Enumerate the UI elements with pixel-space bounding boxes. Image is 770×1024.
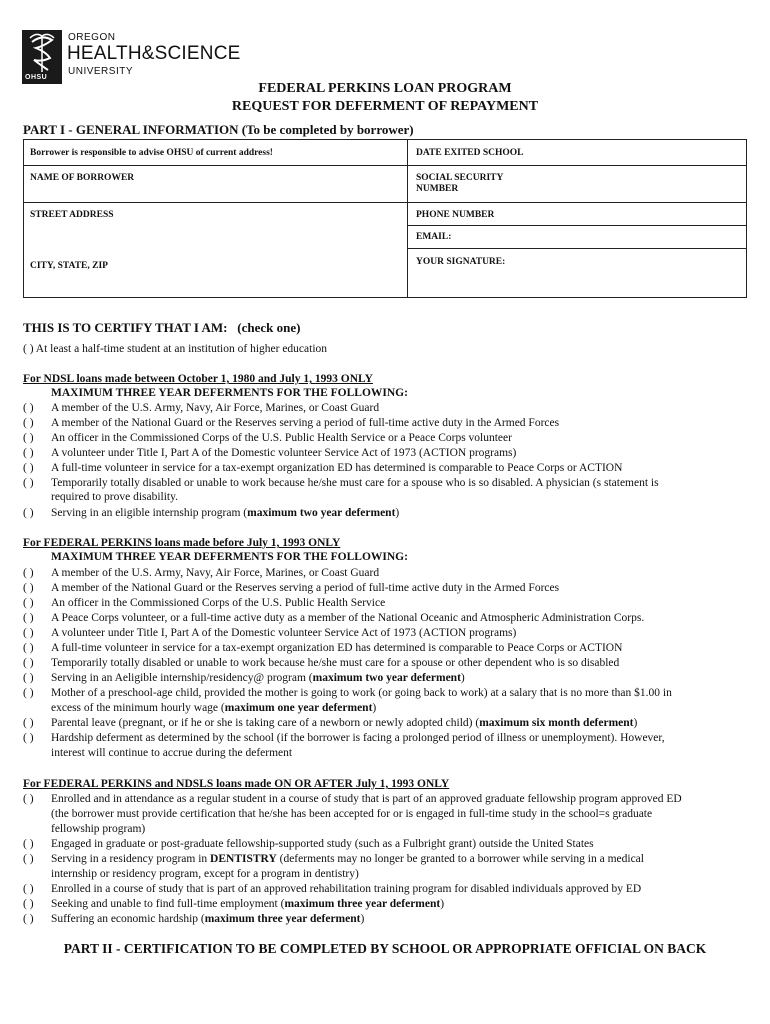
email-field[interactable]: EMAIL: [416, 232, 452, 242]
ndsl-option-military: A member of the U.S. Army, Navy, Air Force, Marines, or Coast Guard [51, 402, 380, 414]
ohsu-logo [22, 30, 246, 86]
checkbox-paren[interactable]: ( ) [23, 687, 34, 699]
after-option-graduate-fellowship-cont: fellowship program) [51, 823, 146, 835]
after-option-rehabilitation: Enrolled in a course of study that is part of an approved rehabilitation training program for disabled individuals approved by ED [51, 883, 642, 895]
option-text: ) [460, 672, 465, 684]
perkins-option-tax-exempt: A full-time volunteer in service for a tax-exempt organization ED has determined is comparable to Peace Corps or ACTION [51, 642, 623, 654]
deferment-limit: maximum six month deferment [479, 717, 634, 729]
dentistry-emphasis: DENTISTRY [210, 853, 277, 865]
certify-heading-text: THIS IS TO CERTIFY THAT I AM: [23, 320, 228, 335]
city-state-zip-field[interactable]: CITY, STATE, ZIP [30, 261, 108, 271]
checkbox-paren[interactable]: ( ) [23, 672, 34, 684]
logo-badge-text: OHSU [25, 74, 48, 81]
form-divider [407, 140, 408, 297]
perkins-subheading: MAXIMUM THREE YEAR DEFERMENTS FOR THE FOLLOWING: [51, 551, 408, 563]
perkins-option-military: A member of the U.S. Army, Navy, Air Force, Marines, or Coast Guard [51, 567, 380, 579]
logo-line-oregon: OREGON [68, 32, 116, 43]
perkins-option-action-volunteer: A volunteer under Title I, Part A of the Domestic volunteer Service Act of 1973 (ACTION programs) [51, 627, 517, 639]
after-option-unemployment [51, 897, 444, 911]
form-divider [24, 202, 746, 203]
document-title: FEDERAL PERKINS LOAN PROGRAM [258, 81, 512, 96]
ssn-label-line1: SOCIAL SECURITY [416, 173, 504, 183]
part1-heading: PART I - GENERAL INFORMATION (To be completed by borrower) [23, 122, 414, 137]
option-text: Suffering an economic hardship ( [51, 913, 205, 925]
option-text: Serving in a residency program in [51, 853, 211, 865]
option-text: excess of the minimum hourly wage ( [51, 702, 225, 714]
ndsl-option-disabled-cont: required to prove disability. [51, 491, 178, 503]
checkbox-paren[interactable]: ( ) [23, 913, 34, 925]
after-option-dentistry [51, 852, 644, 866]
option-text: ) [440, 898, 445, 910]
perkins-option-public-health: An officer in the Commissioned Corps of the U.S. Public Health Service [51, 597, 386, 609]
option-text: ) [372, 702, 377, 714]
deferment-limit: maximum two year deferment [247, 507, 396, 519]
document-subtitle: REQUEST FOR DEFERMENT OF REPAYMENT [231, 99, 539, 114]
form-divider [407, 248, 746, 249]
checkbox-paren[interactable]: ( ) [23, 717, 34, 729]
checkbox-paren[interactable]: ( ) [23, 838, 34, 850]
ndsl-option-public-health: An officer in the Commissioned Corps of the U.S. Public Health Service or a Peace Corps volunteer [51, 432, 512, 444]
checkbox-paren[interactable]: ( ) [23, 853, 34, 865]
ndsl-option-internship [51, 506, 399, 520]
checkbox-paren[interactable]: ( ) [23, 597, 34, 609]
checkbox-paren[interactable]: ( ) [23, 432, 34, 444]
checkbox-paren[interactable]: ( ) [23, 462, 34, 474]
ssn-field[interactable] [416, 173, 503, 195]
advise-note: Borrower is responsible to advise OHSU of current address! [30, 148, 273, 158]
certify-heading [23, 320, 300, 336]
borrower-name-field[interactable]: NAME OF BORROWER [30, 173, 135, 183]
checkbox-paren[interactable]: ( ) [23, 477, 34, 489]
after-option-dentistry-cont: internship or residency program, except for a program in dentistry) [51, 868, 359, 880]
logo-line-university: UNIVERSITY [68, 66, 134, 77]
ndsl-subheading: MAXIMUM THREE YEAR DEFERMENTS FOR THE FOLLOWING: [51, 387, 408, 399]
ssn-label-line2: NUMBER [416, 184, 459, 194]
after-option-graduate-fellowship-cont: (the borrower must provide certification that he/she has been accepted for or is engaged in full-time study in the school=s graduate [51, 808, 653, 820]
perkins-option-residency [51, 671, 465, 685]
checkbox-paren[interactable]: ( ) [23, 417, 34, 429]
after-option-economic-hardship [51, 912, 364, 926]
perkins-option-hardship-cont: interest will continue to accrue during the deferment [51, 747, 293, 759]
logo-line-health-science: HEALTH&SCIENCE [67, 43, 241, 64]
option-text: ) [395, 507, 400, 519]
perkins-option-parental-leave [51, 716, 637, 730]
perkins-option-disabled: Temporarily totally disabled or unable to work because he/she must care for a spouse or other dependent who is so disabled [51, 657, 620, 669]
checkbox-paren[interactable]: ( ) [23, 732, 34, 744]
option-text: Serving in an eligible internship program ( [51, 507, 248, 519]
after-1993-section-heading: For FEDERAL PERKINS and NDSLS loans made ON OR AFTER July 1, 1993 ONLY [23, 778, 450, 790]
ndsl-option-tax-exempt: A full-time volunteer in service for a tax-exempt organization ED has determined is comparable to Peace Corps or ACTION [51, 462, 623, 474]
ndsl-option-disabled: Temporarily totally disabled or unable to work because he/she must care for a spouse who is so disabled. A physician (s statement is [51, 477, 659, 489]
part2-heading: PART II - CERTIFICATION TO BE COMPLETED BY SCHOOL OR APPROPRIATE OFFICIAL ON BACK [63, 941, 707, 956]
caduceus-logo-icon [22, 30, 62, 84]
checkbox-paren[interactable]: ( ) [23, 627, 34, 639]
signature-field[interactable]: YOUR SIGNATURE: [416, 257, 506, 267]
perkins-option-peace-corps: A Peace Corps volunteer, or a full-time active duty as a member of the National Oceanic and Atmospheric Administration Corps. [51, 612, 645, 624]
deferment-limit: maximum three year deferment [284, 898, 441, 910]
option-text: Seeking and unable to find full-time employment ( [51, 898, 285, 910]
option-text: Parental leave (pregnant, or if he or she is taking care of a newborn or newly adopted child) ( [51, 717, 480, 729]
checkbox-paren[interactable]: ( ) [23, 657, 34, 669]
option-text: ) [633, 717, 638, 729]
ndsl-section-heading: For NDSL loans made between October 1, 1980 and July 1, 1993 ONLY [23, 373, 373, 385]
deferment-limit: maximum two year deferment [312, 672, 461, 684]
option-text: Serving in an Aeligible internship/residency@ program ( [51, 672, 313, 684]
checkbox-paren[interactable]: ( ) [23, 642, 34, 654]
street-address-field[interactable]: STREET ADDRESS [30, 210, 114, 220]
form-divider [24, 165, 746, 166]
checkbox-paren[interactable]: ( ) [23, 447, 34, 459]
checkbox-paren[interactable]: ( ) [23, 507, 34, 519]
perkins-option-mother-cont [51, 701, 376, 715]
phone-number-field[interactable]: PHONE NUMBER [416, 210, 495, 220]
checkbox-paren[interactable]: ( ) [23, 567, 34, 579]
ndsl-option-action-volunteer: A volunteer under Title I, Part A of the Domestic volunteer Service Act of 1973 (ACTION programs) [51, 447, 517, 459]
checkbox-paren[interactable]: ( ) [23, 612, 34, 624]
form-divider [407, 225, 746, 226]
option-text: ) [360, 913, 365, 925]
perkins-option-mother: Mother of a preschool-age child, provided the mother is going to work (or going back to work) at a salary that is no more than $1.00 in [51, 687, 672, 699]
checkbox-paren[interactable]: ( ) [23, 582, 34, 594]
option-text: (deferments may no longer be granted to a borrower while serving in a medical [276, 853, 644, 865]
perkins-section-heading: For FEDERAL PERKINS loans made before July 1, 1993 ONLY [23, 537, 341, 549]
deferment-limit: maximum three year deferment [204, 913, 361, 925]
halftime-student-option[interactable]: ( ) At least a half-time student at an institution of higher education [23, 343, 328, 355]
deferment-limit: maximum one year deferment [224, 702, 373, 714]
date-exited-field[interactable]: DATE EXITED SCHOOL [416, 148, 524, 158]
checkbox-paren[interactable]: ( ) [23, 793, 34, 805]
check-one-instruction: (check one) [237, 320, 301, 335]
checkbox-paren[interactable]: ( ) [23, 402, 34, 414]
checkbox-paren[interactable]: ( ) [23, 898, 34, 910]
after-option-graduate-fellowship: Enrolled and in attendance as a regular student in a course of study that is part of an approved graduate fellowship program approved ED [51, 793, 682, 805]
after-option-fulbright: Engaged in graduate or post-graduate fellowship-supported study (such as a Fulbright grant) outside the United States [51, 838, 594, 850]
ndsl-option-national-guard: A member of the National Guard or the Reserves serving a period of full-time active duty in the Armed Forces [51, 417, 560, 429]
perkins-option-hardship: Hardship deferment as determined by the school (if the borrower is facing a prolonged period of illness or unemployment). However, [51, 732, 665, 744]
checkbox-paren[interactable]: ( ) [23, 883, 34, 895]
general-information-form [23, 139, 747, 298]
perkins-option-national-guard: A member of the National Guard or the Reserves serving a period of full-time active duty in the Armed Forces [51, 582, 560, 594]
